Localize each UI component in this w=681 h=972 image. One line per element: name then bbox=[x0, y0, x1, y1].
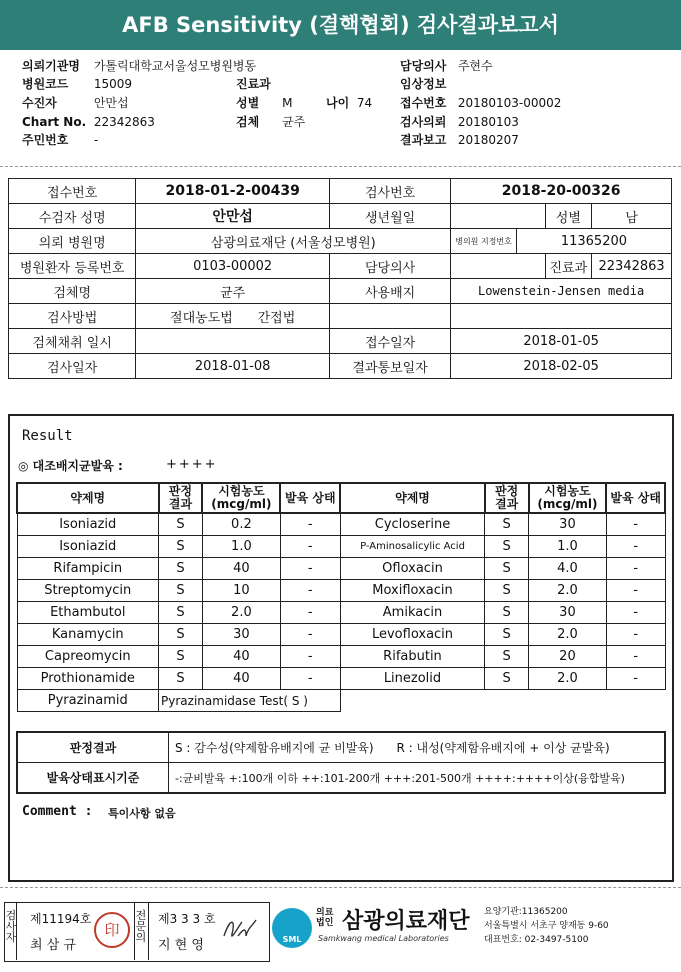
concentration: 30 bbox=[529, 602, 607, 624]
specialist-label: 전문의 bbox=[135, 909, 147, 944]
result-value: S bbox=[159, 646, 203, 668]
dept-label: 진료과 bbox=[236, 77, 271, 91]
pza-row bbox=[17, 690, 665, 712]
cell-label: 결과통보일자 bbox=[329, 354, 450, 379]
clinical-info-label: 임상정보 bbox=[400, 77, 447, 91]
test-no: 2018-20-00326 bbox=[451, 179, 672, 204]
cell-label: 검체명 bbox=[9, 279, 136, 304]
report-label: 결과보고 bbox=[400, 133, 447, 147]
result-value: S bbox=[159, 558, 203, 580]
drug-name: Kanamycin bbox=[17, 624, 159, 646]
report-value: 20180207 bbox=[457, 133, 519, 147]
growth-state: - bbox=[280, 602, 340, 624]
cell-label: 접수일자 bbox=[329, 329, 450, 354]
drug-name: Moxifloxacin bbox=[340, 580, 485, 602]
age-label: 나이 bbox=[326, 96, 350, 110]
sex-label: 성별 bbox=[236, 96, 260, 110]
result-value: S bbox=[485, 558, 529, 580]
growth-state: - bbox=[606, 580, 665, 602]
result-value: S bbox=[485, 580, 529, 602]
drug-name: Cycloserine bbox=[340, 513, 485, 536]
concentration: 30 bbox=[202, 624, 280, 646]
test-date-value: 2018-01-08 bbox=[136, 354, 330, 379]
result-value: S bbox=[485, 602, 529, 624]
cell-label: 수검자 성명 bbox=[9, 204, 136, 229]
divider bbox=[0, 166, 681, 167]
divider bbox=[148, 902, 149, 960]
growth-state: - bbox=[280, 624, 340, 646]
drug-name: Rifabutin bbox=[340, 646, 485, 668]
pza-test: Pyrazinamidase Test( S ) bbox=[159, 690, 341, 712]
receipt-label: 접수번호 bbox=[400, 96, 447, 110]
growth-state: - bbox=[606, 646, 665, 668]
cell-label: 접수번호 bbox=[9, 179, 136, 204]
result-title: Result bbox=[22, 428, 73, 444]
conc-line-2: (mcg/ml) bbox=[537, 497, 598, 511]
cell-label: 진료과 bbox=[545, 254, 592, 279]
concentration: 40 bbox=[202, 646, 280, 668]
specialist-no: 제3 3 3 호 bbox=[158, 912, 216, 926]
drug-name: Isoniazid bbox=[17, 536, 159, 558]
patient-value: 안만섭 bbox=[93, 96, 129, 110]
sex-value: 남 bbox=[592, 204, 672, 229]
result-value: S bbox=[485, 646, 529, 668]
judge-legend-text bbox=[169, 732, 666, 763]
doctor-label: 담당의사 bbox=[400, 59, 447, 73]
growth-state: - bbox=[280, 536, 340, 558]
hospital-code-label: 병원코드 bbox=[22, 77, 69, 91]
judge-legend-label: 판정결과 bbox=[17, 732, 169, 763]
cell-label: 담당의사 bbox=[329, 254, 450, 279]
dob-value bbox=[451, 204, 545, 229]
drug-name: Capreomycin bbox=[17, 646, 159, 668]
org-prefix: 의료법인 bbox=[316, 908, 334, 928]
header-drug: 약제명 bbox=[17, 483, 159, 513]
org-phone: 대표번호: 02-3497-5100 bbox=[484, 935, 589, 945]
growth-state: - bbox=[280, 580, 340, 602]
drug-name: P-Aminosalicylic Acid bbox=[340, 536, 485, 558]
control-label: ◎ 대조배지균발육 : bbox=[18, 459, 123, 473]
result-value: S bbox=[485, 668, 529, 690]
header-conc bbox=[202, 483, 280, 513]
medium-value: Lowenstein-Jensen media bbox=[451, 279, 672, 304]
header-growth: 발육 상태 bbox=[280, 483, 340, 513]
cell-label: 병원환자 등록번호 bbox=[9, 254, 136, 279]
patient-label: 수진자 bbox=[22, 96, 57, 110]
doctor-value bbox=[451, 254, 545, 279]
growth-state: - bbox=[606, 668, 665, 690]
drug-name: Ofloxacin bbox=[340, 558, 485, 580]
header-conc bbox=[529, 483, 607, 513]
table-row bbox=[17, 602, 665, 624]
result-value: S bbox=[159, 602, 203, 624]
result-value: S bbox=[159, 624, 203, 646]
tester-no: 제11194호 bbox=[30, 912, 92, 926]
collect-value bbox=[136, 329, 330, 354]
cell-label: 검체채취 일시 bbox=[9, 329, 136, 354]
growth-state: - bbox=[606, 602, 665, 624]
growth-state: - bbox=[606, 536, 665, 558]
control-value: ++++ bbox=[166, 457, 218, 472]
tester-label: 검사자 bbox=[5, 909, 17, 944]
concentration: 1.0 bbox=[529, 536, 607, 558]
comment-label: Comment : bbox=[22, 804, 93, 819]
hospital-name: 삼광의료재단 (서울성모병원) bbox=[136, 229, 451, 254]
org-name: 삼광의료재단 bbox=[342, 909, 470, 934]
footer bbox=[0, 900, 681, 966]
result-value: S bbox=[485, 536, 529, 558]
header-growth: 발육 상태 bbox=[606, 483, 665, 513]
divider bbox=[0, 887, 681, 888]
resident-no-label: 주민번호 bbox=[22, 133, 69, 147]
empty-cell bbox=[340, 690, 665, 712]
header-drug: 약제명 bbox=[340, 483, 485, 513]
growth-state: - bbox=[280, 558, 340, 580]
chart-no-value: 22342863 bbox=[93, 115, 155, 129]
registration-no: 0103-00002 bbox=[136, 254, 330, 279]
table-row bbox=[17, 558, 665, 580]
drug-name: Amikacin bbox=[340, 602, 485, 624]
empty-cell bbox=[329, 304, 450, 329]
table-row bbox=[17, 580, 665, 602]
request-label: 검사의뢰 bbox=[400, 115, 447, 129]
growth-state: - bbox=[280, 646, 340, 668]
concentration: 2.0 bbox=[529, 668, 607, 690]
pza-drug: Pyrazinamid bbox=[17, 690, 159, 712]
drug-name: Linezolid bbox=[340, 668, 485, 690]
specimen-value: 균주 bbox=[136, 279, 330, 304]
growth-state: - bbox=[606, 558, 665, 580]
patient-name: 안만섭 bbox=[136, 204, 330, 229]
specimen-label: 검체 bbox=[236, 115, 260, 129]
receipt-no: 2018-01-2-00439 bbox=[136, 179, 330, 204]
conc-line-1: 시험농도 bbox=[218, 484, 265, 498]
header-judge: 판정 결과 bbox=[159, 483, 203, 513]
judge-r-text: R : 내성(약제함유배지에 + 이상 균발육) bbox=[396, 741, 610, 755]
concentration: 2.0 bbox=[202, 602, 280, 624]
table-row bbox=[17, 668, 665, 690]
concentration: 4.0 bbox=[529, 558, 607, 580]
cell-label: 사용배지 bbox=[329, 279, 450, 304]
result-value: S bbox=[159, 580, 203, 602]
cell-label: 검사방법 bbox=[9, 304, 136, 329]
age-value: 74 bbox=[356, 96, 373, 110]
signature-icon bbox=[220, 914, 260, 944]
drug-name: Levofloxacin bbox=[340, 624, 485, 646]
concentration: 40 bbox=[202, 558, 280, 580]
org-english: Samkwang medical Laboratories bbox=[318, 934, 449, 943]
cell-label: 병의원 지정번호 bbox=[451, 229, 517, 254]
concentration: 2.0 bbox=[529, 624, 607, 646]
concentration: 1.0 bbox=[202, 536, 280, 558]
drug-name: Prothionamide bbox=[17, 668, 159, 690]
resident-no-value: - bbox=[93, 133, 99, 147]
growth-state: - bbox=[606, 624, 665, 646]
judge-s-text: S : 감수성(약제함유배지에 균 비발육) bbox=[175, 741, 374, 755]
specialist-name: 지 현 영 bbox=[158, 938, 204, 953]
specimen-value: 균주 bbox=[282, 115, 306, 129]
method-1: 절대농도법 bbox=[170, 310, 233, 326]
hospital-code-value: 15009 bbox=[93, 77, 133, 91]
concentration: 20 bbox=[529, 646, 607, 668]
table-row bbox=[17, 646, 665, 668]
growth-legend-text: -:균비발육 +:100개 이하 ++:101-200개 +++:201-500개 ++++:++++이상(융합발육) bbox=[169, 763, 666, 794]
result-table bbox=[16, 482, 666, 712]
info-table bbox=[8, 178, 672, 379]
cell-label: 검사번호 bbox=[329, 179, 450, 204]
result-value: S bbox=[159, 668, 203, 690]
table-row bbox=[17, 624, 665, 646]
request-value: 20180103 bbox=[457, 115, 519, 129]
received-value: 2018-01-05 bbox=[451, 329, 672, 354]
org-code: 요양기관:11365200 bbox=[484, 907, 568, 917]
result-header-row bbox=[17, 483, 665, 513]
concentration: 40 bbox=[202, 668, 280, 690]
table-row bbox=[17, 536, 665, 558]
drug-name: Isoniazid bbox=[17, 513, 159, 536]
method-value bbox=[136, 304, 330, 329]
doctor-value: 주현수 bbox=[457, 59, 493, 73]
logo-icon: SML bbox=[272, 908, 312, 948]
sex-value: M bbox=[282, 96, 293, 110]
growth-state: - bbox=[280, 668, 340, 690]
comment-text: 특이사항 없음 bbox=[108, 807, 176, 820]
hospital-code: 11365200 bbox=[516, 229, 671, 254]
org-address: 서울특별시 서초구 양재동 9-60 bbox=[484, 921, 609, 931]
concentration: 30 bbox=[529, 513, 607, 536]
concentration: 10 bbox=[202, 580, 280, 602]
report-date-value: 2018-02-05 bbox=[451, 354, 672, 379]
cell-label: 검사일자 bbox=[9, 354, 136, 379]
concentration: 2.0 bbox=[529, 580, 607, 602]
cell-label: 의뢰 병원명 bbox=[9, 229, 136, 254]
growth-state: - bbox=[280, 513, 340, 536]
tester-name: 최 삼 규 bbox=[30, 938, 76, 953]
chart-no-label: Chart No. bbox=[22, 115, 87, 129]
conc-line-1: 시험농도 bbox=[544, 484, 591, 498]
drug-name: Streptomycin bbox=[17, 580, 159, 602]
receipt-value: 20180103-00002 bbox=[457, 96, 562, 110]
conc-line-2: (mcg/ml) bbox=[211, 497, 272, 511]
cell-label: 성별 bbox=[545, 204, 592, 229]
concentration: 0.2 bbox=[202, 513, 280, 536]
result-value: S bbox=[159, 536, 203, 558]
seal-icon: 印 bbox=[94, 912, 130, 948]
result-value: S bbox=[485, 513, 529, 536]
growth-state: - bbox=[606, 513, 665, 536]
header-judge: 판정 결과 bbox=[485, 483, 529, 513]
empty-cell bbox=[451, 304, 672, 329]
table-row bbox=[17, 513, 665, 536]
method-2: 간접법 bbox=[257, 310, 296, 326]
hospital-label: 의뢰기관명 bbox=[22, 59, 80, 73]
report-title: AFB Sensitivity (결핵협회) 검사결과보고서 bbox=[0, 0, 681, 50]
hospital-value: 가톨릭대학교서울성모병원병동 bbox=[93, 59, 257, 73]
result-value: S bbox=[485, 624, 529, 646]
dept-value: 22342863 bbox=[592, 254, 672, 279]
growth-legend-label: 발육상태표시기준 bbox=[17, 763, 169, 794]
result-value: S bbox=[159, 513, 203, 536]
legend-table bbox=[16, 731, 666, 794]
cell-label: 생년월일 bbox=[329, 204, 450, 229]
drug-name: Rifampicin bbox=[17, 558, 159, 580]
drug-name: Ethambutol bbox=[17, 602, 159, 624]
